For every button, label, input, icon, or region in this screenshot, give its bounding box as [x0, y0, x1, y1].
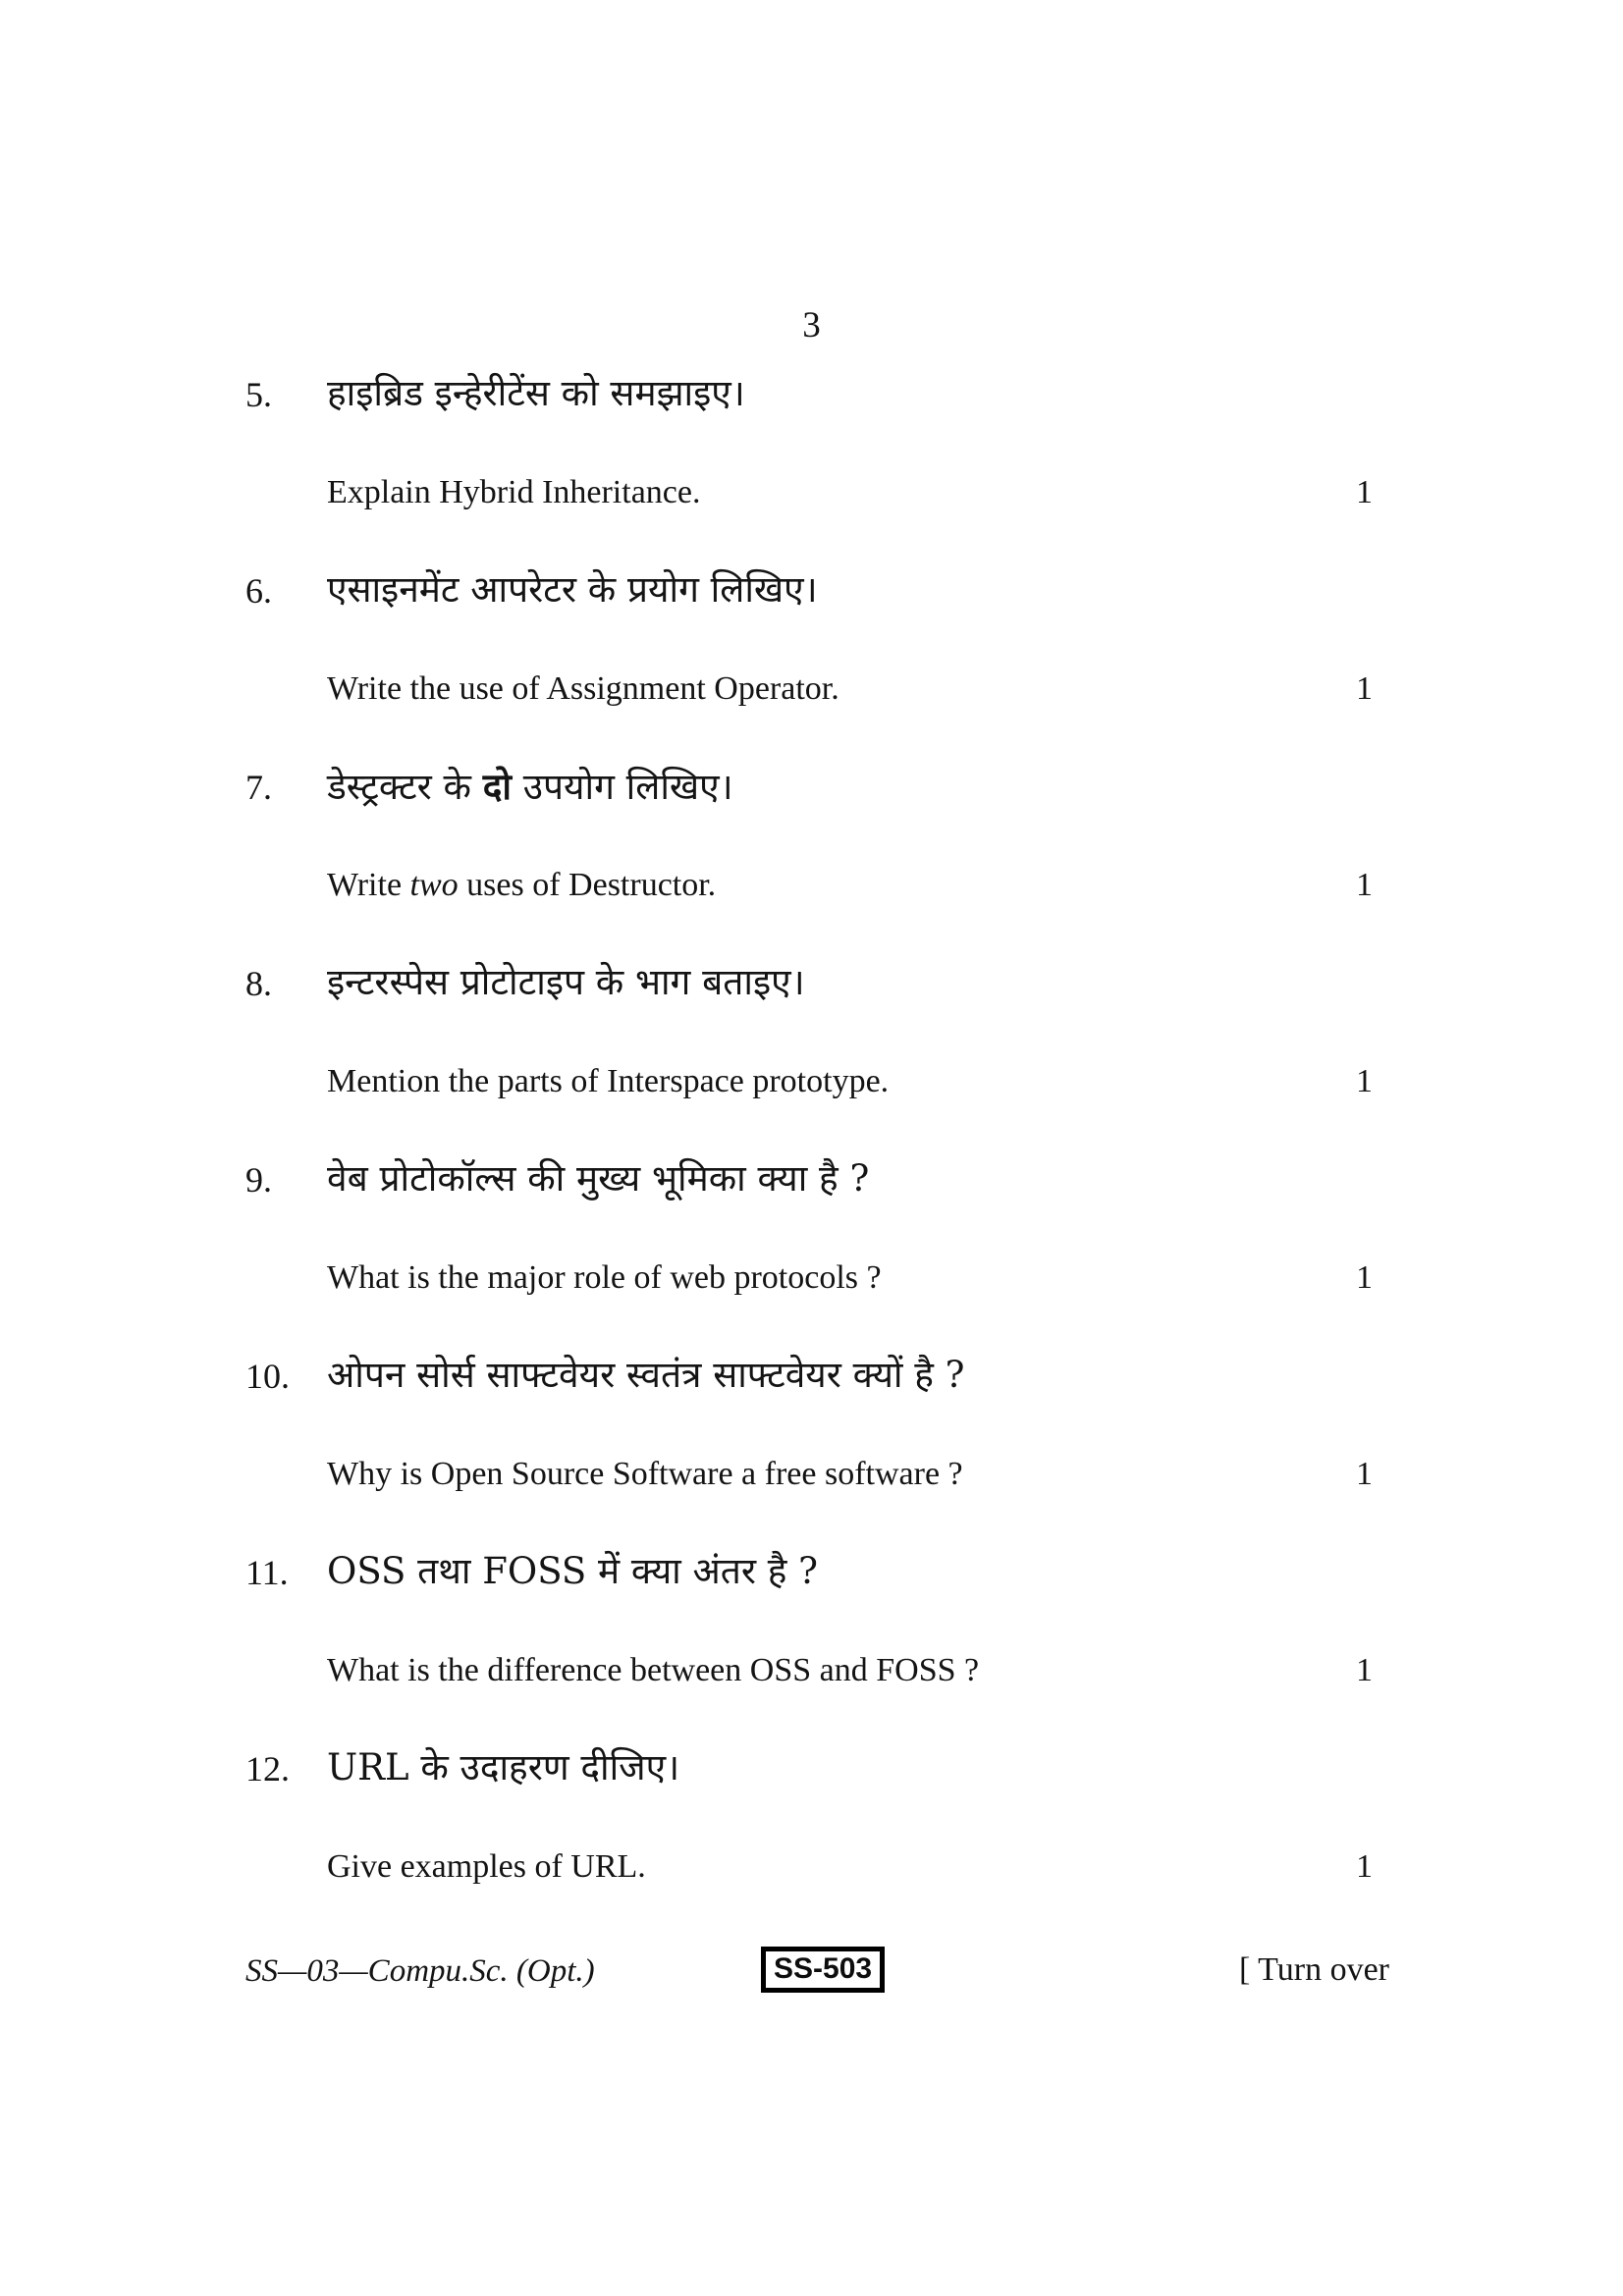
question-11-hindi-row — [245, 1547, 1373, 1602]
question-5-english-row — [245, 471, 1373, 516]
question-text-english: Write the use of Assignment Operator. — [327, 670, 839, 707]
question-5-hindi-row — [245, 369, 1373, 424]
question-text-hindi: URL के उदाहरण दीजिए। — [327, 1746, 680, 1789]
marks-value: 1 — [1356, 1456, 1373, 1492]
question-text-hindi-bold: दो — [482, 765, 512, 808]
question-text-hindi: एसाइनमेंट आपरेटर के प्रयोग लिखिए। — [327, 568, 818, 611]
question-text-english: Explain Hybrid Inheritance. — [327, 474, 701, 510]
question-10-hindi-row — [245, 1351, 1373, 1406]
question-text-english: What is the major role of web protocols ? — [327, 1259, 882, 1296]
question-12-english-row — [245, 1845, 1373, 1891]
question-text-english: Write two uses of Destructor. — [327, 867, 717, 903]
question-item-6 — [245, 565, 1373, 732]
question-9-english-row — [245, 1256, 1373, 1302]
question-text-hindi: वेब प्रोटोकॉल्स की मुख्य भूमिका क्या है ? — [327, 1157, 870, 1200]
question-number: 6. — [245, 571, 272, 611]
question-item-8 — [245, 958, 1373, 1125]
question-number: 11. — [245, 1553, 289, 1592]
marks-value: 1 — [1356, 1652, 1373, 1688]
question-7-english-row — [245, 864, 1373, 909]
question-11-english-row — [245, 1649, 1373, 1694]
question-number: 10. — [245, 1357, 290, 1396]
question-8-english-row — [245, 1060, 1373, 1105]
question-6-english-row — [245, 667, 1373, 713]
page-number: 3 — [802, 305, 821, 346]
question-item-5 — [245, 369, 1373, 536]
question-text-english-italic: two — [409, 867, 459, 903]
question-6-hindi-row — [245, 565, 1373, 620]
marks-value: 1 — [1356, 867, 1373, 903]
marks-value: 1 — [1356, 1848, 1373, 1885]
marks-value: 1 — [1356, 1259, 1373, 1296]
question-text-hindi: ओपन सोर्स साफ्टवेयर स्वतंत्र साफ्टवेयर क्यों है ? — [327, 1354, 965, 1396]
paper-number-badge: SS-503 — [761, 1947, 885, 1993]
question-text-hindi: इन्टरस्पेस प्रोटोटाइप के भाग बताइए। — [327, 961, 805, 1003]
question-8-hindi-row — [245, 958, 1373, 1013]
marks-value: 1 — [1356, 1063, 1373, 1099]
marks-value: 1 — [1356, 474, 1373, 510]
question-number: 5. — [245, 375, 272, 414]
question-text-hindi: OSS तथा FOSS में क्या अंतर है ? — [327, 1550, 819, 1592]
question-item-9 — [245, 1154, 1373, 1321]
turn-over-note: [ Turn over — [1238, 1951, 1389, 1988]
question-number: 8. — [245, 964, 272, 1003]
paper-code: SS—03—Compu.Sc. (Opt.) — [245, 1953, 595, 1989]
question-text-english: Mention the parts of Interspace prototype. — [327, 1063, 890, 1099]
question-text-hindi: हाइब्रिड इन्हेरीटेंस को समझाइए। — [327, 372, 745, 414]
question-7-hindi-row — [245, 762, 1373, 817]
question-text-english: What is the difference between OSS and FOSS ? — [327, 1652, 980, 1688]
question-item-12 — [245, 1743, 1373, 1910]
question-number: 9. — [245, 1160, 272, 1200]
question-item-11 — [245, 1547, 1373, 1714]
question-10-english-row — [245, 1453, 1373, 1498]
question-text-english: Why is Open Source Software a free software ? — [327, 1456, 963, 1492]
question-9-hindi-row — [245, 1154, 1373, 1209]
question-number: 12. — [245, 1749, 290, 1789]
question-text-english: Give examples of URL. — [327, 1848, 646, 1885]
question-item-7 — [245, 762, 1373, 929]
question-number: 7. — [245, 768, 272, 807]
question-text-hindi: डेस्ट्रक्टर के दो उपयोग लिखिए। — [327, 765, 733, 808]
question-12-hindi-row — [245, 1743, 1373, 1798]
question-item-10 — [245, 1351, 1373, 1518]
marks-value: 1 — [1356, 670, 1373, 707]
